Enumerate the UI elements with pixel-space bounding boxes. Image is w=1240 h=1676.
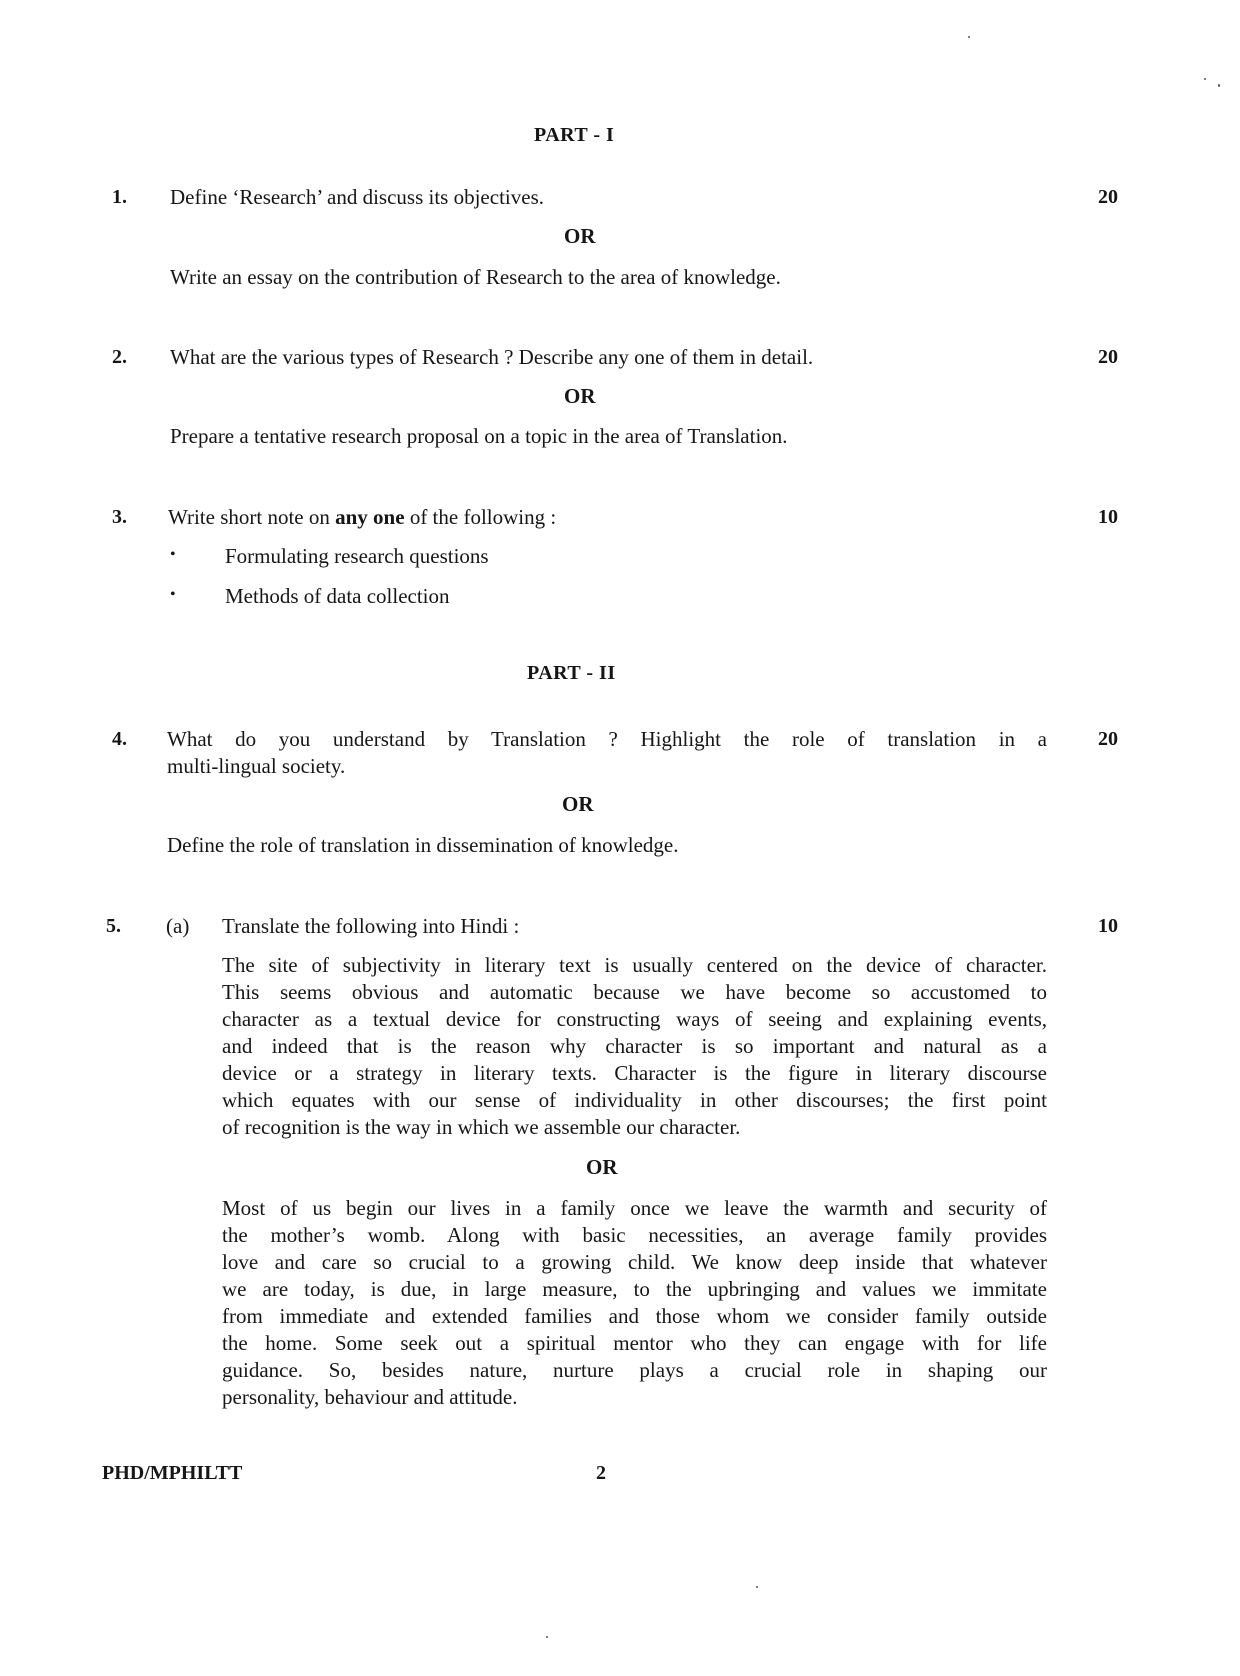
question-5-marks: 10 — [1098, 915, 1118, 937]
bullet-icon: • — [170, 586, 176, 603]
passage-2-line: love and care so crucial to a growing child. We know deep inside that whatever — [222, 1250, 1047, 1274]
question-3-text-bold: any one — [335, 505, 405, 529]
question-5-text: Translate the following into Hindi : — [222, 914, 520, 938]
question-3-marks: 10 — [1098, 506, 1118, 528]
scan-speck — [1218, 84, 1220, 87]
passage-1-line: of recognition is the way in which we assemble our character. — [222, 1115, 741, 1139]
question-4-number: 4. — [112, 728, 127, 750]
passage-2 — [222, 1195, 1047, 1411]
passage-1-line: character as a textual device for constructing ways of seeing and explaining events, — [222, 1007, 1047, 1031]
question-1-text: Define ‘Research’ and discuss its objectives. — [170, 185, 544, 209]
question-1-number: 1. — [112, 186, 127, 208]
passage-1-line: The site of subjectivity in literary text is usually centered on the device of character. — [222, 953, 1047, 977]
question-3-bullet-2: Methods of data collection — [225, 584, 450, 608]
question-5-or: OR — [586, 1155, 618, 1179]
question-1-marks: 20 — [1098, 186, 1118, 208]
question-1-or: OR — [564, 224, 596, 248]
scan-speck — [1204, 78, 1206, 80]
question-4-line-2: multi-lingual society. — [167, 754, 346, 778]
question-2-text: What are the various types of Research ? Describe any one of them in detail. — [170, 345, 814, 369]
passage-1-line: which equates with our sense of individuality in other discourses; the first point — [222, 1088, 1047, 1112]
bullet-icon: • — [170, 546, 176, 563]
passage-1-line: device or a strategy in literary texts. Character is the figure in literary discourse — [222, 1061, 1047, 1085]
question-4-or: OR — [562, 792, 594, 816]
question-2-alternative: Prepare a tentative research proposal on a topic in the area of Translation. — [170, 424, 788, 448]
footer-paper-code: PHD/MPHILTT — [102, 1462, 243, 1484]
passage-1-line: and indeed that is the reason why character is so important and natural as a — [222, 1034, 1047, 1058]
scan-speck — [756, 1586, 758, 1588]
question-3-number: 3. — [112, 506, 127, 528]
part-2-heading: PART - II — [527, 662, 616, 684]
question-5-number: 5. — [106, 915, 121, 937]
passage-2-line: from immediate and extended families and those whom we consider family outside — [222, 1304, 1047, 1328]
passage-2-line: guidance. So, besides nature, nurture plays a crucial role in shaping our — [222, 1358, 1047, 1382]
question-4-marks: 20 — [1098, 728, 1118, 750]
passage-1-line: This seems obvious and automatic because we have become so accustomed to — [222, 980, 1047, 1004]
passage-2-line: personality, behaviour and attitude. — [222, 1385, 518, 1409]
question-3-text-before: Write short note on — [168, 505, 336, 529]
passage-1 — [222, 952, 1047, 1141]
question-3-text — [168, 504, 556, 531]
question-3-text-after: of the following : — [404, 505, 557, 529]
question-2-number: 2. — [112, 346, 127, 368]
part-1-heading: PART - I — [534, 124, 615, 146]
passage-2-line: we are today, is due, in large measure, to the upbringing and values we immitate — [222, 1277, 1047, 1301]
question-4-alternative: Define the role of translation in dissemination of knowledge. — [167, 833, 679, 857]
question-2-marks: 20 — [1098, 346, 1118, 368]
question-2-or: OR — [564, 384, 596, 408]
passage-2-line: Most of us begin our lives in a family once we leave the warmth and security of — [222, 1196, 1047, 1220]
question-4-line-1: What do you understand by Translation ? Highlight the role of translation in a — [167, 727, 1047, 751]
scan-speck — [546, 1636, 548, 1638]
question-3-bullet-1: Formulating research questions — [225, 544, 489, 568]
footer-page-number: 2 — [596, 1462, 606, 1484]
question-5-subpart: (a) — [166, 914, 190, 938]
scan-speck — [968, 36, 970, 38]
passage-2-line: the home. Some seek out a spiritual mentor who they can engage with for life — [222, 1331, 1047, 1355]
passage-2-line: the mother’s womb. Along with basic necessities, an average family provides — [222, 1223, 1047, 1247]
question-1-alternative: Write an essay on the contribution of Research to the area of knowledge. — [170, 265, 781, 289]
